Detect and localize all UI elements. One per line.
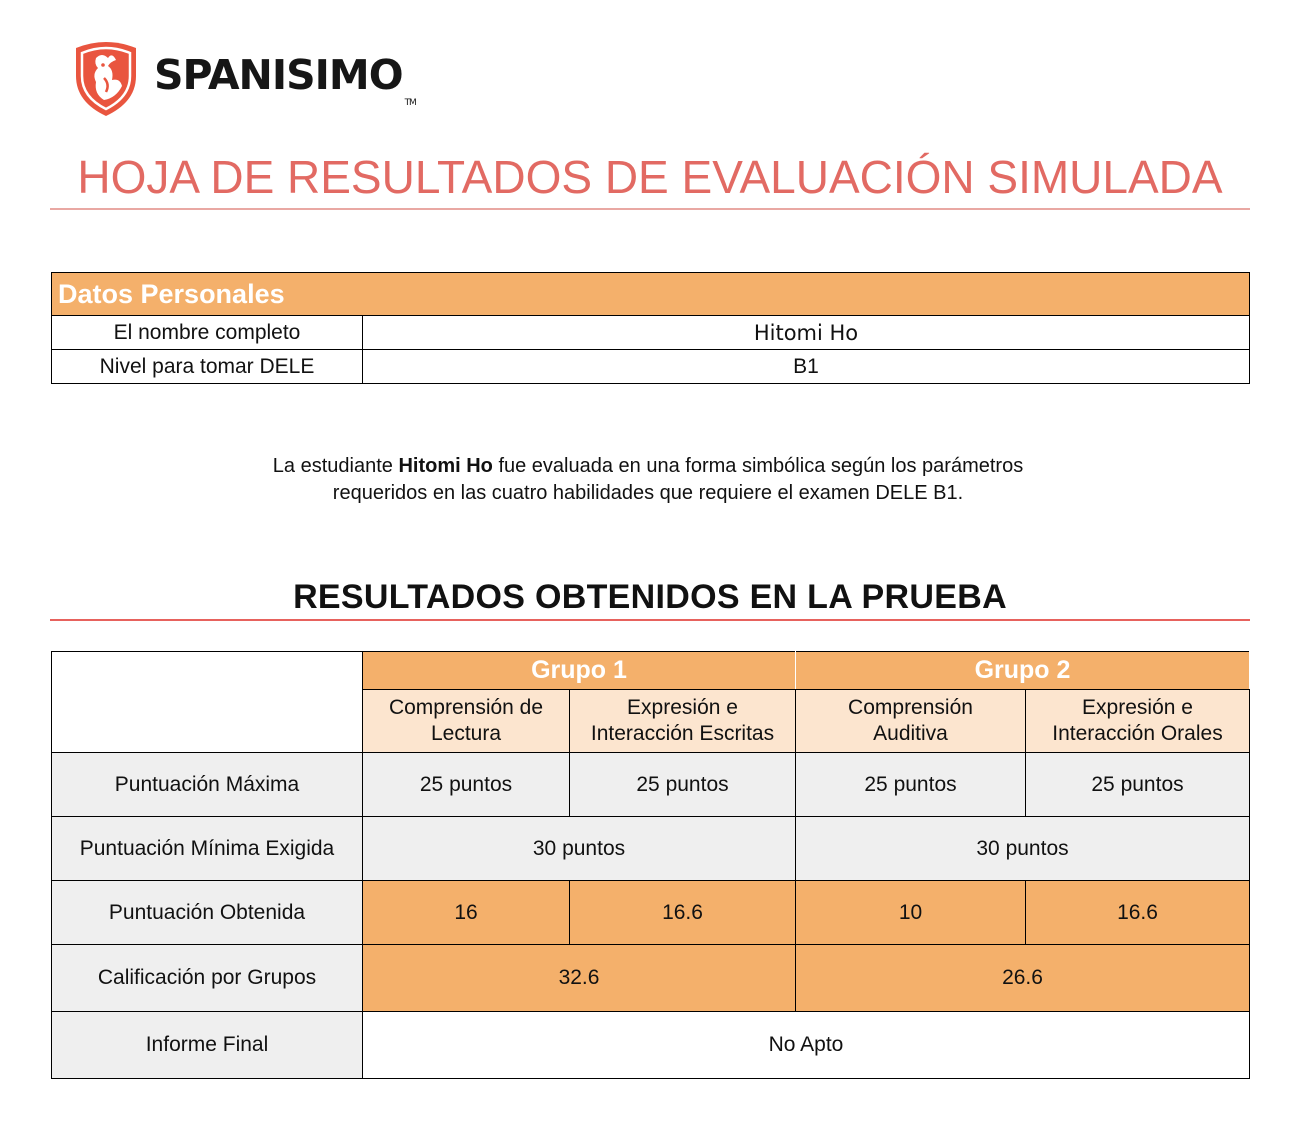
- table-row: [52, 881, 1250, 945]
- max-score-value: 25 puntos: [363, 753, 570, 817]
- obtained-score-value: 10: [796, 881, 1026, 945]
- final-report-label: Informe Final: [52, 1012, 363, 1079]
- final-report-value: No Apto: [363, 1012, 1250, 1079]
- max-score-value: 25 puntos: [1026, 753, 1250, 817]
- brand-name: $SPANISIMO_{TM}$: [154, 50, 416, 108]
- group-1-score: 32.6: [363, 945, 796, 1012]
- page-title: HOJA DE RESULTADOS DE EVALUACIÓN SIMULADA: [77, 151, 1223, 203]
- student-name: Hitomi Ho: [398, 455, 493, 477]
- min-score-group-1: 30 puntos: [363, 817, 796, 881]
- table-row: [52, 753, 1250, 817]
- dele-level-label: Nivel para tomar DELE: [52, 350, 363, 384]
- results-divider: [50, 619, 1250, 621]
- obtained-score-label: Puntuación Obtenida: [52, 881, 363, 945]
- table-row: [52, 350, 1250, 384]
- rooster-shield-icon: [70, 38, 142, 118]
- full-name-value: Hitomi Ho: [363, 316, 1250, 350]
- skill-speaking-header: Expresión e Interacción Orales: [1026, 690, 1250, 753]
- group-1-header: Grupo 1: [363, 652, 796, 690]
- trademark: TM: [404, 97, 416, 108]
- skill-writing-header: Expresión e Interacción Escritas: [570, 690, 796, 753]
- brand-logo: [70, 38, 416, 118]
- results-table: [51, 651, 1250, 1079]
- max-score-value: 25 puntos: [570, 753, 796, 817]
- min-score-group-2: 30 puntos: [796, 817, 1250, 881]
- skill-listening-header: Comprensión Auditiva: [796, 690, 1026, 753]
- max-score-value: 25 puntos: [796, 753, 1026, 817]
- full-name-label: El nombre completo: [52, 316, 363, 350]
- max-score-label: Puntuación Máxima: [52, 753, 363, 817]
- obtained-score-value: 16.6: [570, 881, 796, 945]
- title-divider: [50, 208, 1250, 210]
- dele-level-value: B1: [363, 350, 1250, 384]
- table-row: [52, 1012, 1250, 1079]
- obtained-score-value: 16.6: [1026, 881, 1250, 945]
- skill-reading-header: Comprensión de Lectura: [363, 690, 570, 753]
- min-score-label: Puntuación Mínima Exigida: [52, 817, 363, 881]
- results-title: RESULTADOS OBTENIDOS EN LA PRUEBA: [293, 578, 1007, 616]
- personal-data-header: Datos Personales: [52, 273, 1250, 316]
- group-score-label: Calificación por Grupos: [52, 945, 363, 1012]
- corner-cell: [52, 652, 363, 753]
- evaluation-description: La estudiante Hitomi Ho fue evaluada en una forma simbólica según los parámetros requeridos en las cuatro habilidades que requiere el examen DELE B1.: [272, 455, 1024, 504]
- table-row: [52, 316, 1250, 350]
- table-row: [52, 817, 1250, 881]
- group-2-header: Grupo 2: [796, 652, 1250, 690]
- obtained-score-value: 16: [363, 881, 570, 945]
- table-row: [52, 945, 1250, 1012]
- personal-data-table: [51, 272, 1250, 384]
- group-2-score: 26.6: [796, 945, 1250, 1012]
